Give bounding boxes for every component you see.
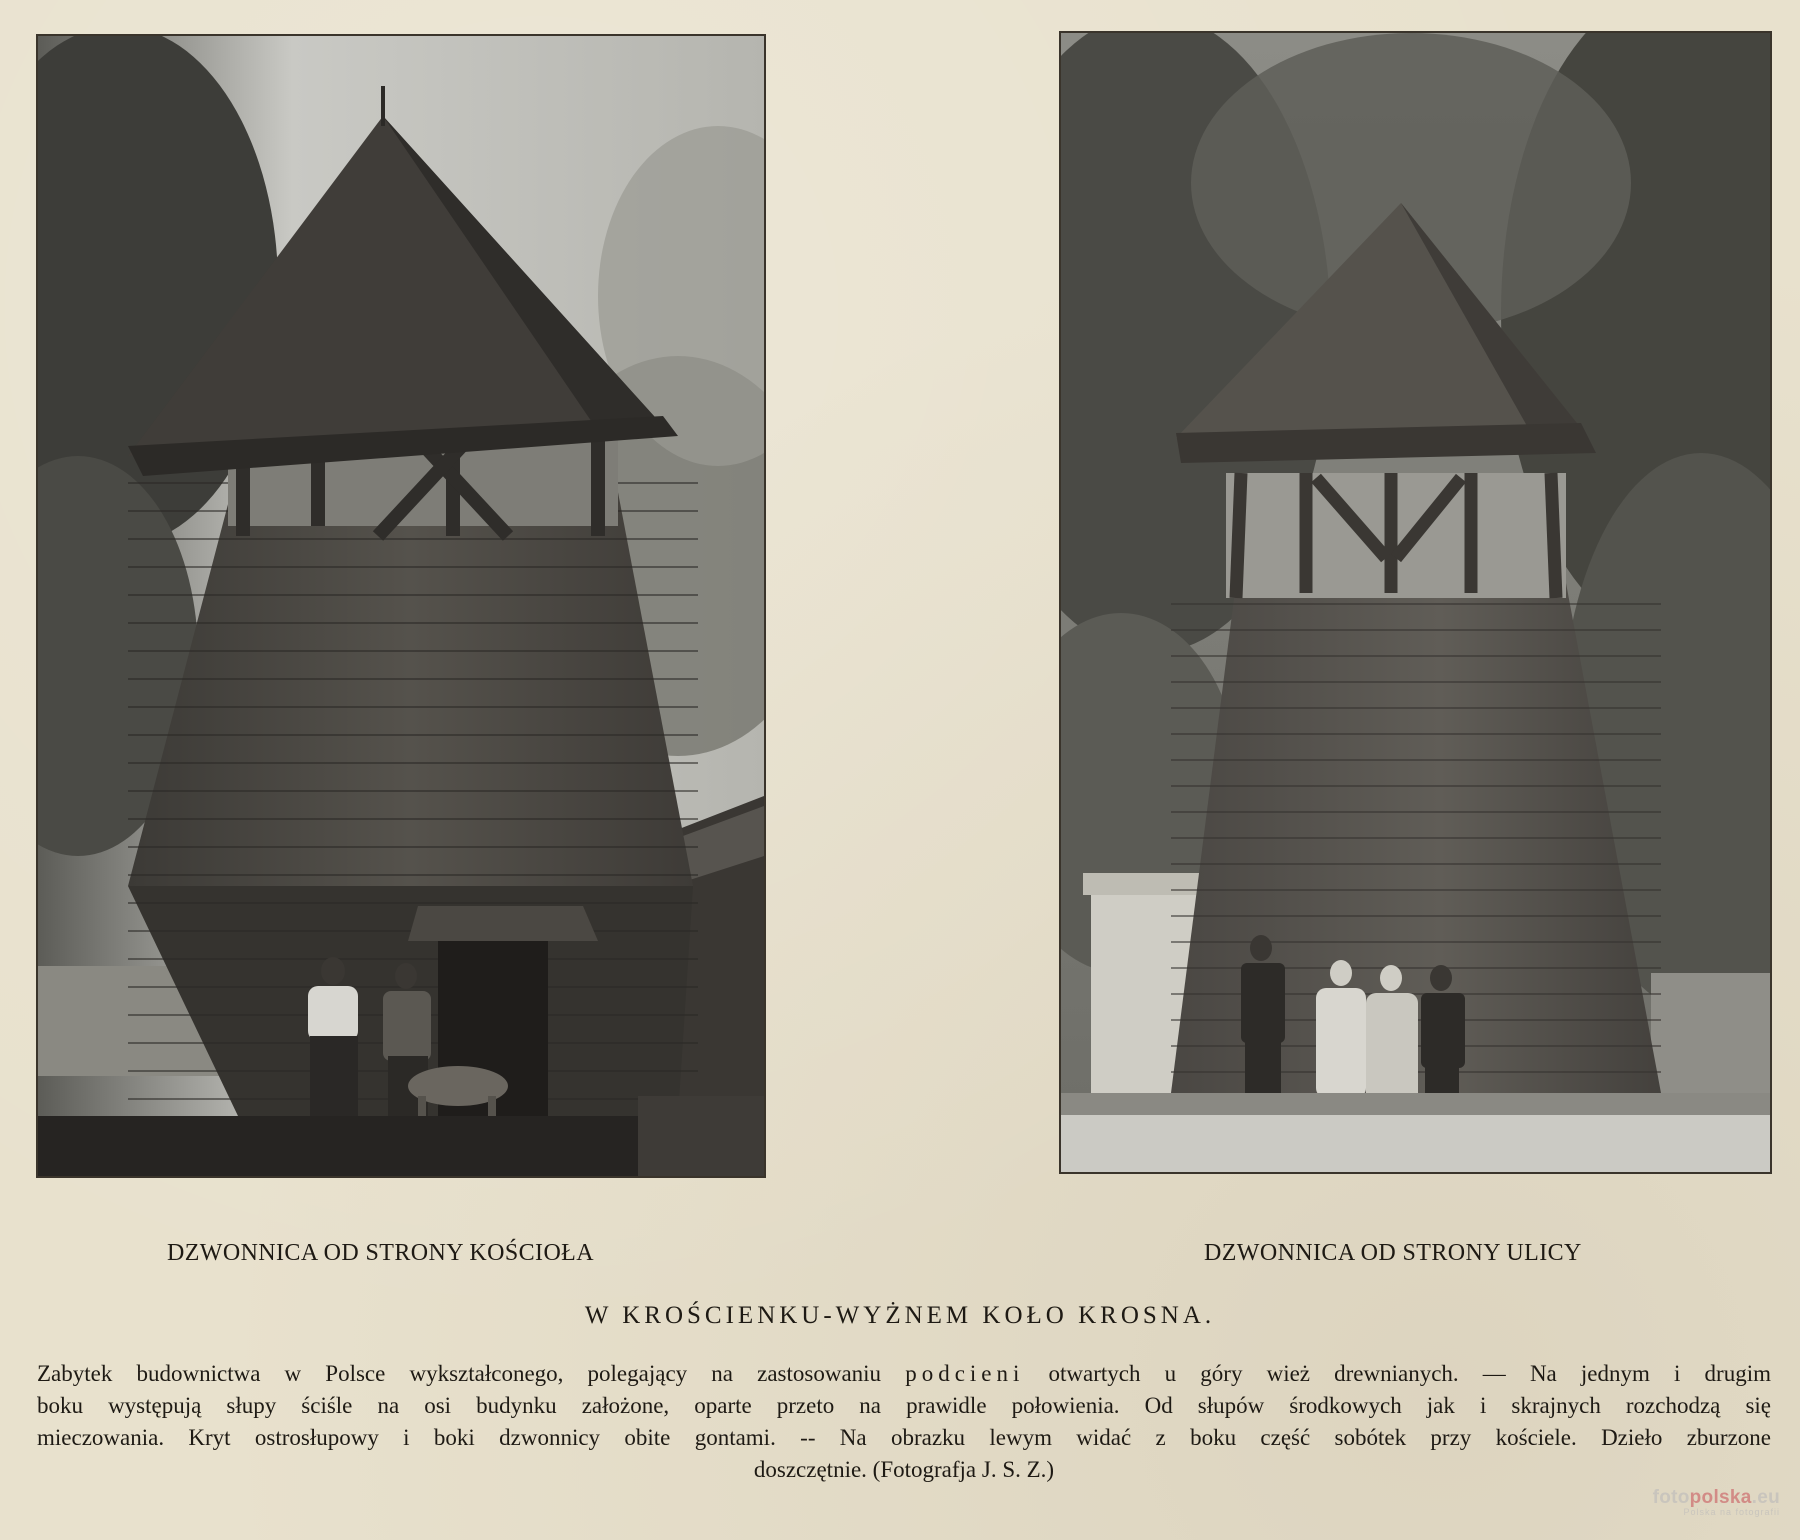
description-paragraph xyxy=(37,1358,1771,1486)
fotopolska-watermark xyxy=(1653,1487,1780,1517)
watermark-logo-part-1: foto xyxy=(1652,1487,1690,1508)
description-line-4: doszczętnie. (Fotografja J. S. Z.) xyxy=(753,1457,1055,1482)
belfry-church-side-image xyxy=(38,36,764,1176)
watermark-logo-part-3: .eu xyxy=(1751,1487,1780,1508)
caption-left-photo: DZWONNICA OD STRONY KOŚCIOŁA xyxy=(167,1240,594,1266)
description-line-1-start: Zabytek budownictwa w Polsce wykształconego, polegający na zastosowaniu xyxy=(37,1361,906,1386)
description-emphasis-podcieni: podcieni xyxy=(905,1361,1025,1386)
belfry-street-side-image xyxy=(1061,33,1770,1172)
watermark-logo-part-2: polska xyxy=(1689,1487,1752,1508)
photo-belfry-church-side xyxy=(36,34,766,1178)
watermark-logo xyxy=(1653,1487,1780,1509)
description-line-1-end: otwartych u góry wież drewnianych. — Na jednym i drugim xyxy=(1024,1361,1771,1386)
description-line-2: boku występują słupy ściśle na osi budynku założone, oparte przeto na prawidle połowienia. Od słupów środkowych jak i skrajnych rozchodzą się xyxy=(37,1393,1771,1418)
description-line-3: mieczowania. Kryt ostrosłupowy i boki dzwonnicy obite gontami. -- Na obrazku lewym widać z boku część sobótek przy kościele. Dzieło zburzone xyxy=(37,1425,1771,1450)
photo-belfry-street-side xyxy=(1059,31,1772,1174)
page-title: W KROŚCIENKU-WYŻNEM KOŁO KROSNA. xyxy=(584,1302,1216,1329)
caption-right-photo: DZWONNICA OD STRONY ULICY xyxy=(1204,1240,1582,1266)
description-line-1 xyxy=(37,1358,1771,1390)
watermark-tagline: Polska na fotografii xyxy=(1683,1507,1780,1517)
